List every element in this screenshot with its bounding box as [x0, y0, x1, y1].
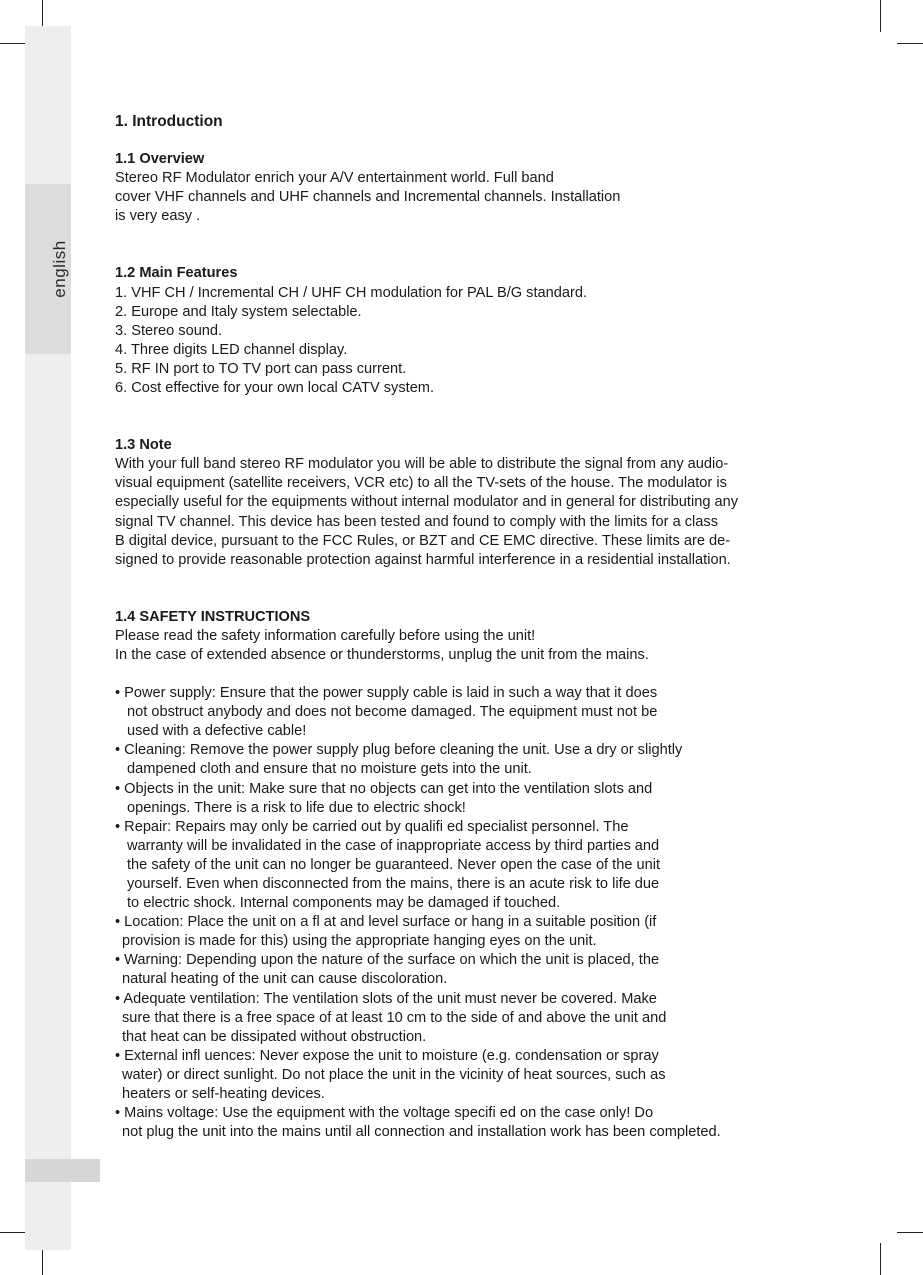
safety-section: [115, 608, 815, 1143]
safety-bullet-warning: [115, 951, 815, 989]
bullet-line: • External infl uences: Never expose the unit to moisture (e.g. condensation or spray: [115, 1047, 659, 1064]
crop-mark: [897, 43, 923, 44]
page-content: [115, 112, 815, 1142]
safety-intro-line: Please read the safety information carefully before using the unit!: [115, 627, 536, 644]
bullet-continuation: not plug the unit into the mains until all connection and installation work has been completed.: [122, 1124, 721, 1141]
features-heading: 1.2 Main Features: [115, 265, 238, 282]
crop-mark: [880, 0, 881, 32]
safety-bullet-objects: [115, 780, 815, 818]
feature-item: 1. VHF CH / Incremental CH / UHF CH modulation for PAL B/G standard.: [115, 284, 588, 301]
note-line: especially useful for the equipments without internal modulator and in general for distributing any: [115, 494, 739, 511]
note-heading: 1.3 Note: [115, 437, 172, 454]
bullet-line: • Mains voltage: Use the equipment with the voltage specifi ed on the case only! Do: [115, 1105, 654, 1122]
safety-bullet-power: [115, 684, 815, 741]
bullet-continuation: that heat can be dissipated without obstruction.: [122, 1028, 427, 1045]
overview-heading: 1.1 Overview: [115, 151, 205, 168]
features-section: [115, 264, 815, 398]
crop-mark: [0, 43, 26, 44]
section-title: 1. Introduction: [115, 113, 223, 130]
bullet-line: • Power supply: Ensure that the power supply cable is laid in such a way that it does: [115, 685, 658, 702]
note-line: signal TV channel. This device has been tested and found to comply with the limits for a class: [115, 513, 718, 530]
bullet-continuation: dampened cloth and ensure that no moisture gets into the unit.: [127, 761, 532, 778]
safety-heading: 1.4 SAFETY INSTRUCTIONS: [115, 608, 311, 625]
overview-section: [115, 150, 815, 226]
safety-bullet-ventilation: [115, 990, 815, 1047]
feature-item: 6. Cost effective for your own local CATV system.: [115, 380, 435, 397]
feature-item: 5. RF IN port to TO TV port can pass current.: [115, 360, 407, 377]
bullet-line: • Objects in the unit: Make sure that no objects can get into the ventilation slots and: [115, 780, 653, 797]
bullet-continuation: yourself. Even when disconnected from the mains, there is an acute risk to life due: [127, 876, 660, 892]
bullet-continuation: used with a defective cable!: [127, 723, 307, 740]
safety-bullet-cleaning: [115, 741, 815, 779]
overview-line: Stereo RF Modulator enrich your A/V entertainment world. Full band: [115, 170, 554, 187]
feature-item: 3. Stereo sound.: [115, 322, 223, 339]
overview-line: cover VHF channels and UHF channels and Incremental channels. Installation: [115, 189, 621, 206]
note-line: B digital device, pursuant to the FCC Rules, or BZT and CE EMC directive. These limits are de-: [115, 532, 731, 549]
bullet-continuation: sure that there is a free space of at least 10 cm to the side of and above the unit and: [122, 1009, 667, 1026]
note-line: signed to provide reasonable protection against harmful interference in a residential installation.: [115, 551, 731, 568]
crop-mark: [880, 1243, 881, 1275]
bullet-continuation: warranty will be invalidated in the case of inappropriate access by third parties and: [127, 837, 660, 854]
bullet-line: • Adequate ventilation: The ventilation slots of the unit must never be covered. Make: [115, 990, 657, 1007]
bullet-line: • Warning: Depending upon the nature of the surface on which the unit is placed, the: [115, 952, 660, 969]
feature-item: 2. Europe and Italy system selectable.: [115, 303, 362, 320]
bullet-continuation: provision is made for this) using the appropriate hanging eyes on the unit.: [122, 933, 597, 950]
note-line: With your full band stereo RF modulator you will be able to distribute the signal from any audio-: [115, 456, 729, 473]
bullet-line: • Cleaning: Remove the power supply plug before cleaning the unit. Use a dry or slightly: [115, 742, 683, 759]
note-line: visual equipment (satellite receivers, VCR etc) to all the TV-sets of the house. The modulator is: [115, 475, 727, 492]
language-tab-label: english: [50, 240, 69, 298]
overview-line: is very easy .: [115, 208, 201, 225]
safety-intro-line: In the case of extended absence or thunderstorms, unplug the unit from the mains.: [115, 646, 649, 663]
safety-bullet-location: [115, 913, 815, 951]
crop-mark: [0, 1232, 26, 1233]
bullet-continuation: openings. There is a risk to life due to electric shock!: [127, 799, 466, 816]
note-section: [115, 436, 815, 570]
bullet-continuation: the safety of the unit can no longer be guaranteed. Never open the case of the unit: [127, 856, 661, 873]
safety-bullet-external: [115, 1047, 815, 1104]
bullet-continuation: water) or direct sunlight. Do not place the unit in the vicinity of heat sources, such as: [122, 1066, 666, 1083]
bullet-continuation: heaters or self-heating devices.: [122, 1086, 325, 1103]
safety-bullet-repair: [115, 818, 815, 913]
bullet-line: • Repair: Repairs may only be carried out by qualifi ed specialist personnel. The: [115, 818, 629, 835]
feature-item: 4. Three digits LED channel display.: [115, 341, 348, 358]
bullet-continuation: natural heating of the unit can cause discoloration.: [122, 971, 448, 988]
safety-bullet-mains: [115, 1104, 815, 1142]
bullet-continuation: not obstruct anybody and does not become damaged. The equipment must not be: [127, 704, 658, 721]
crop-mark: [897, 1232, 923, 1233]
bullet-line: • Location: Place the unit on a fl at and level surface or hang in a suitable position (if: [115, 914, 657, 931]
bullet-continuation: to electric shock. Internal components may be damaged if touched.: [127, 895, 561, 912]
page-number-box: [25, 1159, 100, 1182]
